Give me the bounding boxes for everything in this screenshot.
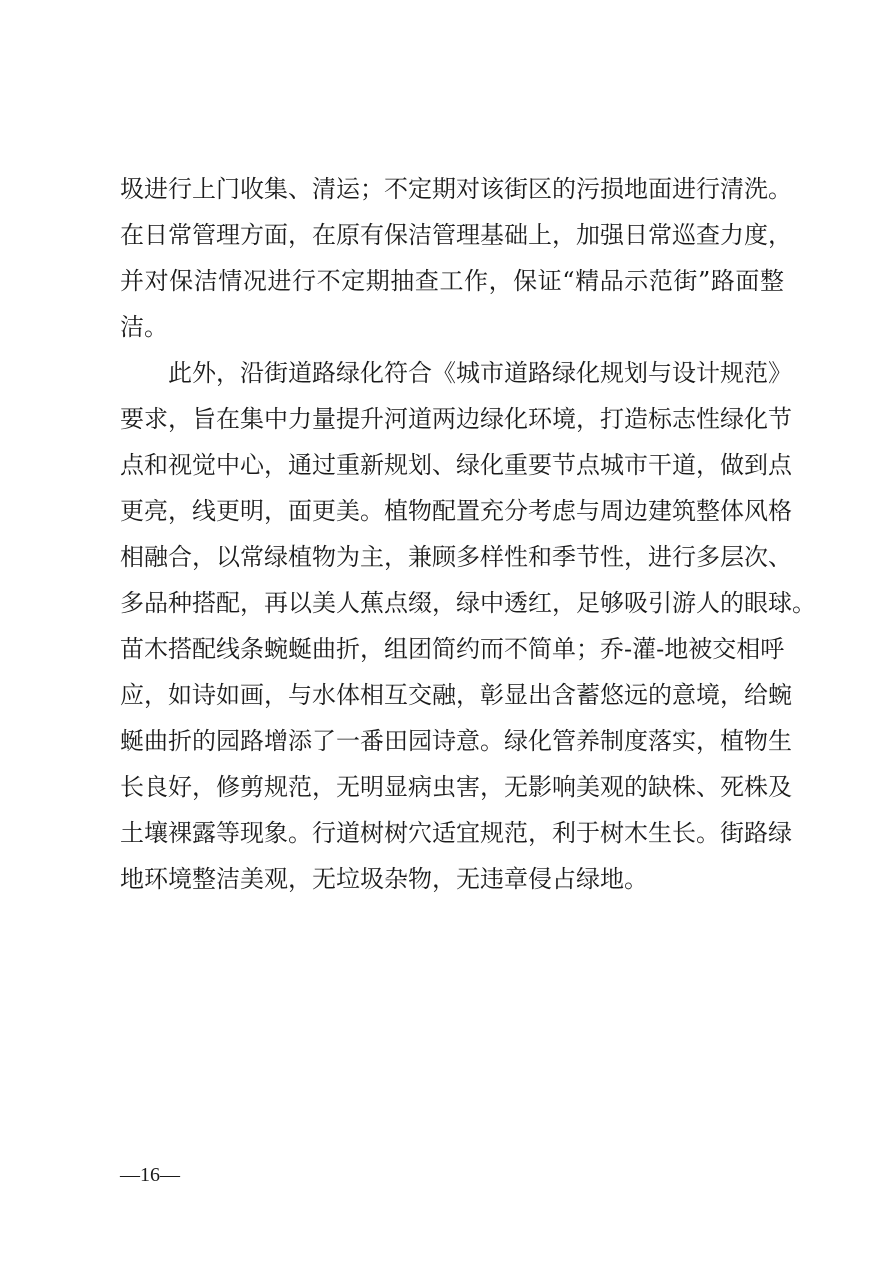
text-line: 要求，旨在集中力量提升河道两边绿化环境，打造标志性绿化节 bbox=[120, 405, 792, 433]
text-line: 点和视觉中心，通过重新规划、绿化重要节点城市干道，做到点 bbox=[120, 451, 792, 479]
text-line: 在日常管理方面，在原有保洁管理基础上，加强日常巡查力度， bbox=[120, 221, 792, 249]
text-line: 土壤裸露等现象。行道树树穴适宜规范，利于树木生长。街路绿 bbox=[120, 819, 792, 847]
text-line: 长良好，修剪规范，无明显病虫害，无影响美观的缺株、死株及 bbox=[120, 773, 792, 801]
body-text bbox=[120, 166, 816, 902]
text-line: 应，如诗如画，与水体相互交融，彰显出含蓄悠远的意境，给蜿 bbox=[120, 681, 792, 709]
text-line: 多品种搭配，再以美人蕉点缀，绿中透红，足够吸引游人的眼球。 bbox=[120, 589, 816, 617]
text-line: 圾进行上门收集、清运；不定期对该街区的污损地面进行清洗。 bbox=[120, 175, 792, 203]
page-number: —16— bbox=[120, 1164, 180, 1186]
text-line: 并对保洁情况进行不定期抽查工作，保证“精品示范街”路面整 bbox=[120, 267, 784, 295]
text-line: 洁。 bbox=[120, 313, 168, 341]
text-line: 更亮，线更明，面更美。植物配置充分考虑与周边建筑整体风格 bbox=[120, 497, 792, 525]
text-line: 相融合，以常绿植物为主，兼顾多样性和季节性，进行多层次、 bbox=[120, 543, 792, 571]
text-line: 蜒曲折的园路增添了一番田园诗意。绿化管养制度落实，植物生 bbox=[120, 727, 792, 755]
text-line: 地环境整洁美观，无垃圾杂物，无违章侵占绿地。 bbox=[120, 865, 648, 893]
text-line: 苗木搭配线条蜿蜒曲折，组团简约而不简单；乔-灌-地被交相呼 bbox=[120, 635, 785, 663]
text-line: 此外，沿街道路绿化符合《城市道路绿化规划与设计规范》 bbox=[120, 359, 792, 387]
